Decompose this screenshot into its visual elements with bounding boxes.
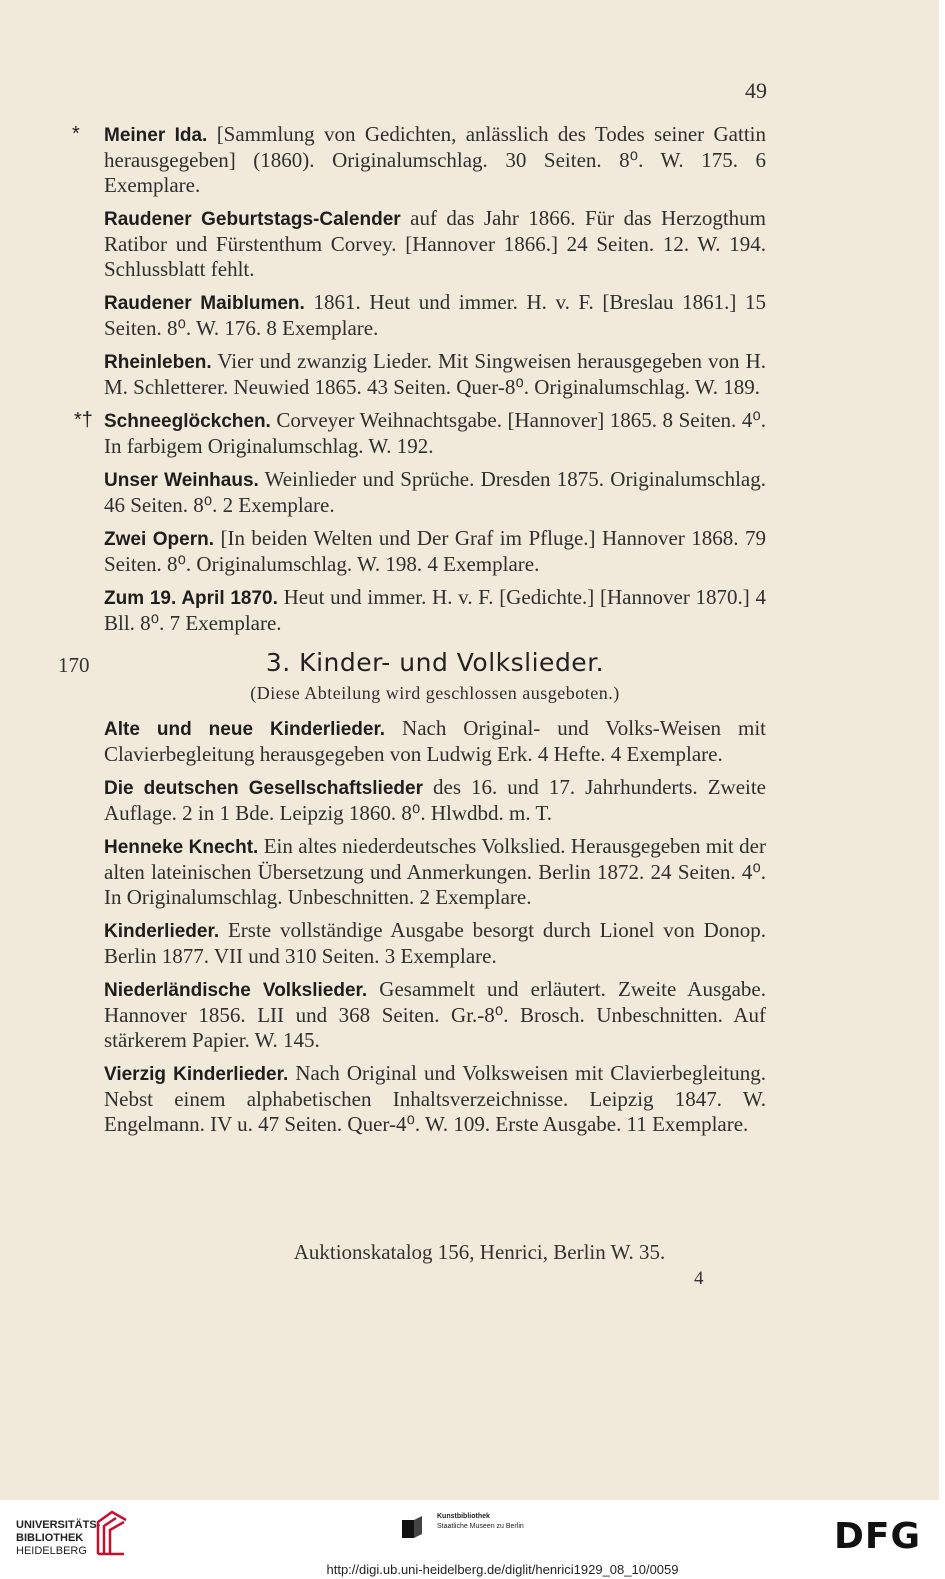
- entry-text: [Sammlung von Gedichten, anlässlich des Todes seiner Gattin herausgegeben] (1860). Originalumschlag. 30 Seiten. 8⁰. W. 175. 6 Exemplare.: [104, 122, 766, 197]
- page-footer: Auktionskatalog 156, Henrici, Berlin W. 35.: [293, 1240, 666, 1264]
- catalog-entry: [104, 290, 766, 341]
- section-title: 3. Kinder- und Volkslieder.: [265, 648, 605, 677]
- entry-title: Kinderlieder.: [104, 921, 220, 942]
- entry-title: Raudener Maiblumen.: [104, 293, 305, 314]
- ub-logo-icon: [94, 1508, 130, 1558]
- entry-title: Vierzig Kinderlieder.: [104, 1064, 289, 1085]
- entry-text: Ein altes niederdeutsches Volkslied. Herausgegeben mit der alten lateinischen Übersetzung und Anmerkungen. Berlin 1872. 24 Seiten. 4⁰. In Originalumschlag. Unbeschnitten. 2 Exemplare.: [104, 834, 766, 909]
- catalog-entry: [104, 467, 766, 518]
- entry-text: Nach Original- und Volks-Weisen mit Clavierbegleitung herausgegeben von Ludwig Erk. 4 Hefte. 4 Exemplare.: [104, 716, 766, 766]
- source-url-link[interactable]: http://digi.ub.uni-heidelberg.de/diglit/henrici1929_08_10/0059: [326, 1562, 679, 1577]
- entry-mark: *†: [74, 409, 93, 431]
- catalog-entry: [104, 977, 766, 1053]
- entry-text: 1861. Heut und immer. H. v. F. [Breslau 1861.] 15 Seiten. 8⁰. W. 176. 8 Exemplare.: [104, 290, 767, 340]
- kunstbibliothek-logo-icon: [400, 1514, 424, 1540]
- entry-text: Vier und zwanzig Lieder. Mit Singweisen herausgegeben von H. M. Schletterer. Neuwied 1865. 43 Seiten. Quer-8⁰. Originalumschlag. W. 189.: [104, 349, 766, 399]
- entry-mark: *: [72, 123, 80, 145]
- catalog-entry: [104, 834, 766, 910]
- ub-heidelberg-logo-text[interactable]: [16, 1519, 100, 1558]
- entry-text: des 16. und 17. Jahrhunderts. Zweite Auflage. 2 in 1 Bde. Leipzig 1860. 8⁰. Hlwdbd. m. T.: [104, 775, 767, 825]
- entry-text: auf das Jahr 1866. Für das Herzogthum Ratibor und Fürstenthum Corvey. [Hannover 1866.] 24 Seiten. 12. W. 194. Schlussblatt fehlt.: [104, 206, 766, 281]
- entry-title: Henneke Knecht.: [104, 837, 259, 858]
- digitization-bar: [0, 1500, 945, 1579]
- catalog-entry: [104, 526, 766, 577]
- section-heading: [58, 648, 766, 677]
- entry-title: Alte und neue Kinderlieder.: [104, 719, 386, 740]
- catalog-entry: [104, 918, 766, 969]
- catalog-entry: [104, 775, 766, 826]
- catalog-entry: [104, 1061, 766, 1137]
- kb-line1: Kunstbibliothek: [437, 1513, 490, 1520]
- entry-text: [In beiden Welten und Der Graf im Pfluge.] Hannover 1868. 79 Seiten. 8⁰. Originalumschlag. W. 198. 4 Exemplare.: [104, 526, 766, 576]
- section-number: 170: [58, 653, 90, 677]
- entry-title: Die deutschen Gesellschaftslieder: [104, 778, 423, 799]
- catalog-entry: [104, 349, 766, 400]
- entry-text: Gesammelt und erläutert. Zweite Ausgabe. Hannover 1856. LII und 368 Seiten. Gr.-8⁰. Brosch. Unbeschnitten. Auf stärkerem Papier. W. 145.: [104, 977, 767, 1052]
- entry-text: Corveyer Weihnachtsgabe. [Hannover] 1865. 8 Seiten. 4⁰. In farbigem Originalumschlag. W. 192.: [104, 408, 766, 458]
- entry-title: Zwei Opern.: [104, 529, 214, 550]
- entry-title: Rheinleben.: [104, 352, 212, 373]
- entry-title: Schneeglöckchen.: [104, 411, 271, 432]
- entry-text: Heut und immer. H. v. F. [Gedichte.] [Hannover 1870.] 4 Bll. 8⁰. 7 Exemplare.: [104, 585, 767, 635]
- catalog-entry: [72, 122, 766, 198]
- entry-title: Niederländische Volkslieder.: [104, 980, 368, 1001]
- catalog-entry: [104, 585, 766, 636]
- ub-line3: HEIDELBERG: [16, 1545, 87, 1557]
- kunstbibliothek-text: [437, 1512, 524, 1532]
- signature-mark: 4: [694, 1268, 704, 1289]
- catalog-entry: [104, 716, 766, 767]
- entry-text: Nach Original und Volksweisen mit Clavierbegleitung. Nebst einem alphabetischen Inhaltsverzeichnisse. Leipzig 1847. W. Engelmann. IV u. 47 Seiten. Quer-4⁰. W. 109. Erste Ausgabe. 11 Exemplare.: [104, 1061, 767, 1136]
- entry-title: Zum 19. April 1870.: [104, 588, 278, 609]
- entry-title: Meiner Ida.: [104, 125, 208, 146]
- page-number: 49: [745, 78, 767, 103]
- section-note: (Diese Abteilung wird geschlossen ausgeboten.): [250, 683, 620, 703]
- entry-title: Raudener Geburtstags-Calender: [104, 209, 401, 230]
- ub-line2: BIBLIOTHEK: [16, 1532, 84, 1544]
- catalog-entry: [74, 408, 766, 459]
- ub-line1: UNIVERSITÄTS-: [16, 1519, 101, 1531]
- dfg-logo[interactable]: DFG: [834, 1516, 922, 1557]
- entry-text: Erste vollständige Ausgabe besorgt durch Lionel von Donop. Berlin 1877. VII und 310 Seiten. 3 Exemplare.: [104, 918, 767, 968]
- catalog-entry: [104, 206, 766, 282]
- kb-line2: Staatliche Museen zu Berlin: [437, 1523, 524, 1530]
- catalog-entries: [58, 122, 767, 1145]
- entry-title: Unser Weinhaus.: [104, 470, 259, 491]
- entry-text: Weinlieder und Sprüche. Dresden 1875. Originalumschlag. 46 Seiten. 8⁰. 2 Exemplare.: [104, 467, 766, 517]
